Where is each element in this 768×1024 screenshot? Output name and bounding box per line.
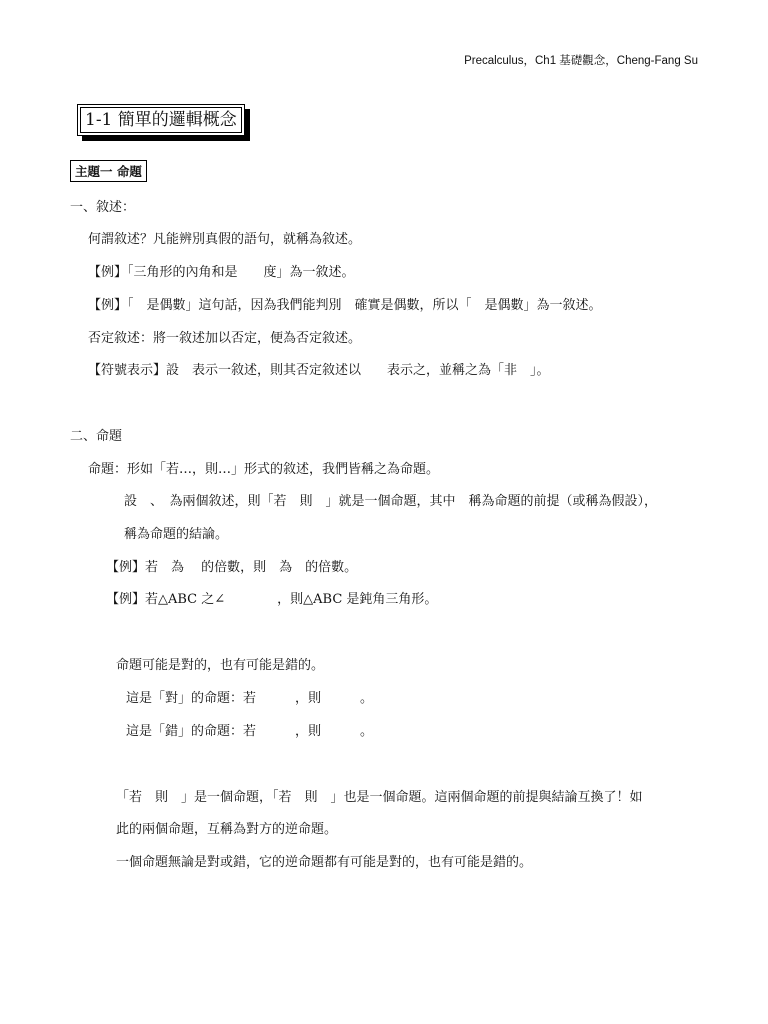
section2-heading: 二、命題 bbox=[70, 429, 123, 444]
section2-line-1: 命題：形如「若…，則…」形式的敘述，我們皆稱之為命題。 bbox=[88, 462, 440, 477]
section2-line-4: 【例】若 為 的倍數，則 為 的倍數。 bbox=[106, 560, 358, 575]
section1-line-2: 【例】「三角形的內角和是 度」為一敘述。 bbox=[88, 265, 355, 280]
section2-line-5: 【例】若△ABC 之∠ ，則△ABC 是鈍角三角形。 bbox=[106, 592, 438, 607]
section2-line-6: 命題可能是對的，也有可能是錯的。 bbox=[116, 658, 325, 673]
section-title-box bbox=[77, 104, 245, 136]
section1-line-3: 【例】「 是偶數」這句話，因為我們能判別 確實是偶數，所以「 是偶數」為一敘述。 bbox=[88, 298, 602, 313]
section1-line-5: 【符號表示】設 表示一敘述，則其否定敘述以 表示之，並稱之為「非 」。 bbox=[88, 363, 550, 378]
section1-line-1: 何謂敘述？凡能辨別真假的語句，就稱為敘述。 bbox=[88, 232, 362, 247]
section2-line-10: 此的兩個命題，互稱為對方的逆命題。 bbox=[116, 822, 338, 837]
page-header: Precalculus，Ch1 基礎觀念，Cheng-Fang Su bbox=[464, 55, 698, 67]
section2-line-3: 稱為命題的結論。 bbox=[124, 527, 229, 542]
topic-label: 主題一 命題 bbox=[70, 160, 147, 182]
section2-line-2: 設 、 為兩個敘述，則「若 則 」就是一個命題，其中 稱為命題的前提（或稱為假設）， bbox=[124, 494, 658, 509]
section-title: 1-1 簡單的邏輯概念 bbox=[80, 107, 242, 133]
section1-line-4: 否定敘述：將一敘述加以否定，便為否定敘述。 bbox=[88, 331, 362, 346]
section1-heading: 一、敘述： bbox=[70, 200, 136, 215]
section2-line-8: 這是「錯」的命題：若 ，則 。 bbox=[126, 724, 374, 739]
section2-line-11: 一個命題無論是對或錯，它的逆命題都有可能是對的，也有可能是錯的。 bbox=[116, 855, 533, 870]
section2-line-9: 「若 則 」是一個命題，「若 則 」也是一個命題。這兩個命題的前提與結論互換了！如 bbox=[116, 790, 643, 805]
section2-line-7: 這是「對」的命題：若 ，則 。 bbox=[126, 691, 374, 706]
